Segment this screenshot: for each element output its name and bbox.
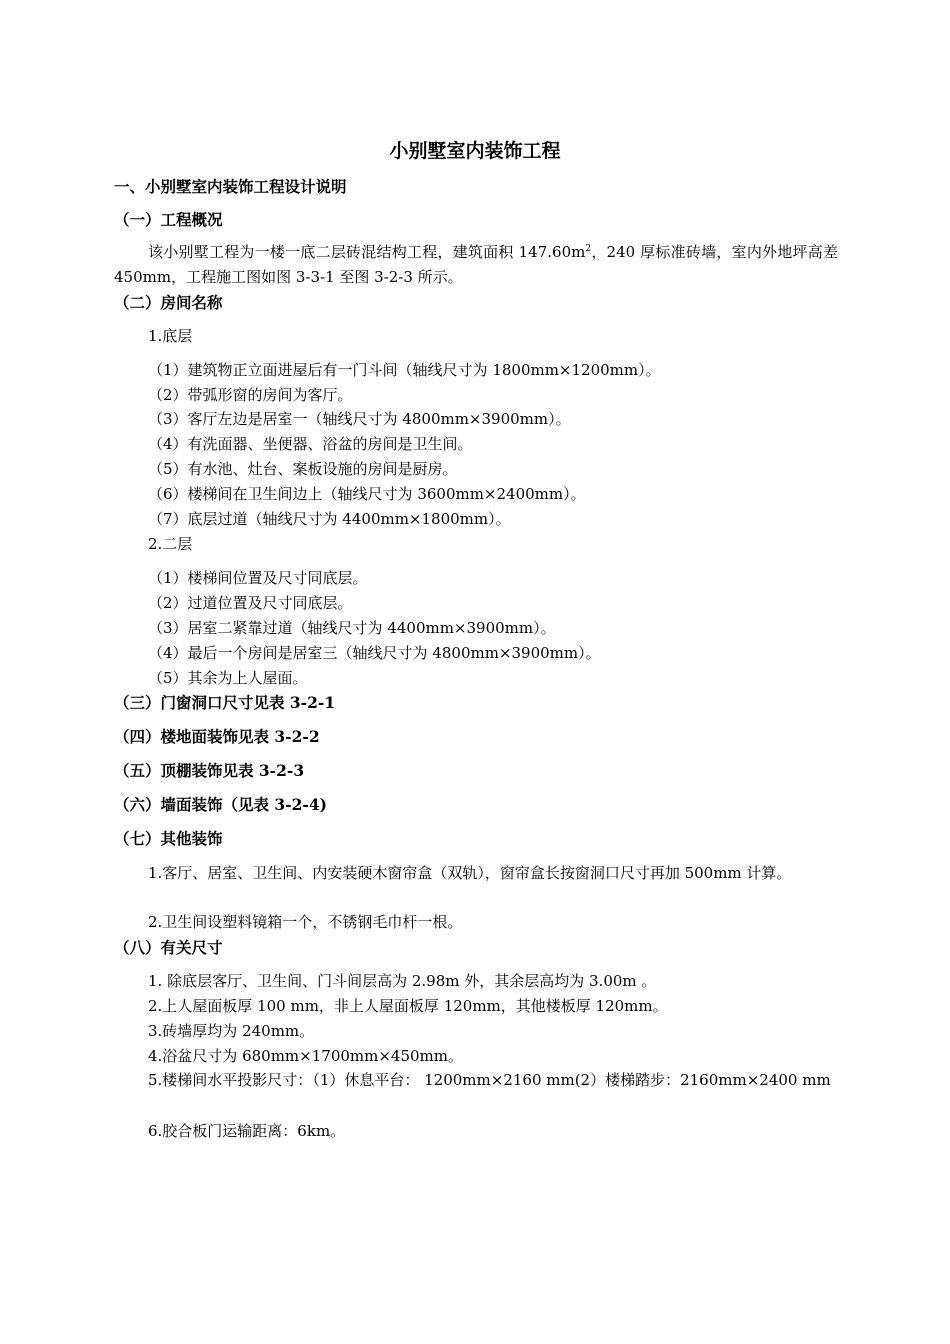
- subheading-wall-finish: （六）墙面装饰（见表 3-2-4): [114, 795, 327, 814]
- subheading-ceiling-finish: （五）顶棚装饰见表 3-2-3: [114, 761, 305, 780]
- paragraph-other-1: 1.客厅、居室、卫生间、内安装硬木窗帘盒（双轨），窗帘盒长按窗洞口尺寸再加 500mm 计算。: [148, 864, 792, 882]
- overview-superscript: 2: [585, 244, 592, 254]
- dimension-item: 5.楼梯间水平投影尺寸：（1）休息平台： 1200mm×2160 mm(2）楼梯踏步：2160mm×2400 mm: [148, 1071, 831, 1089]
- list-item: （3）客厅左边是居室一（轴线尺寸为 4800mm×3900mm）。: [148, 410, 571, 428]
- subheading-floor-finish: （四）楼地面装饰见表 3-2-2: [114, 727, 320, 746]
- paragraph-overview: [114, 240, 838, 290]
- document-title: 小别墅室内装饰工程: [389, 140, 561, 162]
- dimension-item: 6.胶合板门运输距离：6km。: [148, 1122, 346, 1140]
- section-heading-design-notes: 一、小别墅室内装饰工程设计说明: [114, 177, 347, 196]
- subheading-dimensions: （八）有关尺寸: [114, 938, 223, 957]
- overview-text-b: ，240 厚标准砖墙，室内外地坪高差 450mm，工程施工图如图 3-3-1 至图 3-2-3 所示。: [114, 243, 838, 286]
- list-item: （4）有洗面器、坐便器、浴盆的房间是卫生间。: [148, 435, 473, 453]
- floor1-label: 1.底层: [148, 327, 193, 345]
- dimension-item: 2.上人屋面板厚 100 mm，非上人屋面板厚 120mm，其他楼板厚 120mm。: [148, 997, 668, 1015]
- subheading-doors-windows: （三）门窗洞口尺寸见表 3-2-1: [114, 693, 336, 712]
- subheading-other-finish: （七）其他装饰: [114, 829, 223, 848]
- list-item: （2）带弧形窗的房间为客厅。: [148, 386, 353, 404]
- paragraph-other-2: 2.卫生间设塑料镜箱一个，不锈钢毛巾杆一根。: [148, 913, 463, 931]
- subheading-room-names: （二）房间名称: [114, 293, 223, 312]
- list-item: （7）底层过道（轴线尺寸为 4400mm×1800mm）。: [148, 510, 511, 528]
- dimension-item: 3.砖墙厚均为 240mm。: [148, 1022, 315, 1040]
- subheading-overview: （一）工程概况: [114, 210, 223, 229]
- list-item: （5）其余为上人屋面。: [148, 669, 308, 687]
- list-item: （2）过道位置及尺寸同底层。: [148, 594, 353, 612]
- dimension-item: 1. 除底层客厅、卫生间、门斗间层高为 2.98m 外，其余层高均为 3.00m 。: [148, 972, 657, 990]
- list-item: （1）建筑物正立面进屋后有一门斗间（轴线尺寸为 1800mm×1200mm）。: [148, 361, 661, 379]
- overview-text-a: 该小别墅工程为一楼一底二层砖混结构工程，建筑面积 147.60m: [148, 243, 586, 261]
- dimension-item: 4.浴盆尺寸为 680mm×1700mm×450mm。: [148, 1047, 463, 1065]
- floor2-label: 2.二层: [148, 535, 193, 553]
- list-item: （5）有水池、灶台、案板设施的房间是厨房。: [148, 460, 458, 478]
- list-item: （6）楼梯间在卫生间边上（轴线尺寸为 3600mm×2400mm）。: [148, 485, 586, 503]
- list-item: （3）居室二紧靠过道（轴线尺寸为 4400mm×3900mm）。: [148, 619, 556, 637]
- list-item: （4）最后一个房间是居室三（轴线尺寸为 4800mm×3900mm）。: [148, 644, 601, 662]
- list-item: （1）楼梯间位置及尺寸同底层。: [148, 569, 368, 587]
